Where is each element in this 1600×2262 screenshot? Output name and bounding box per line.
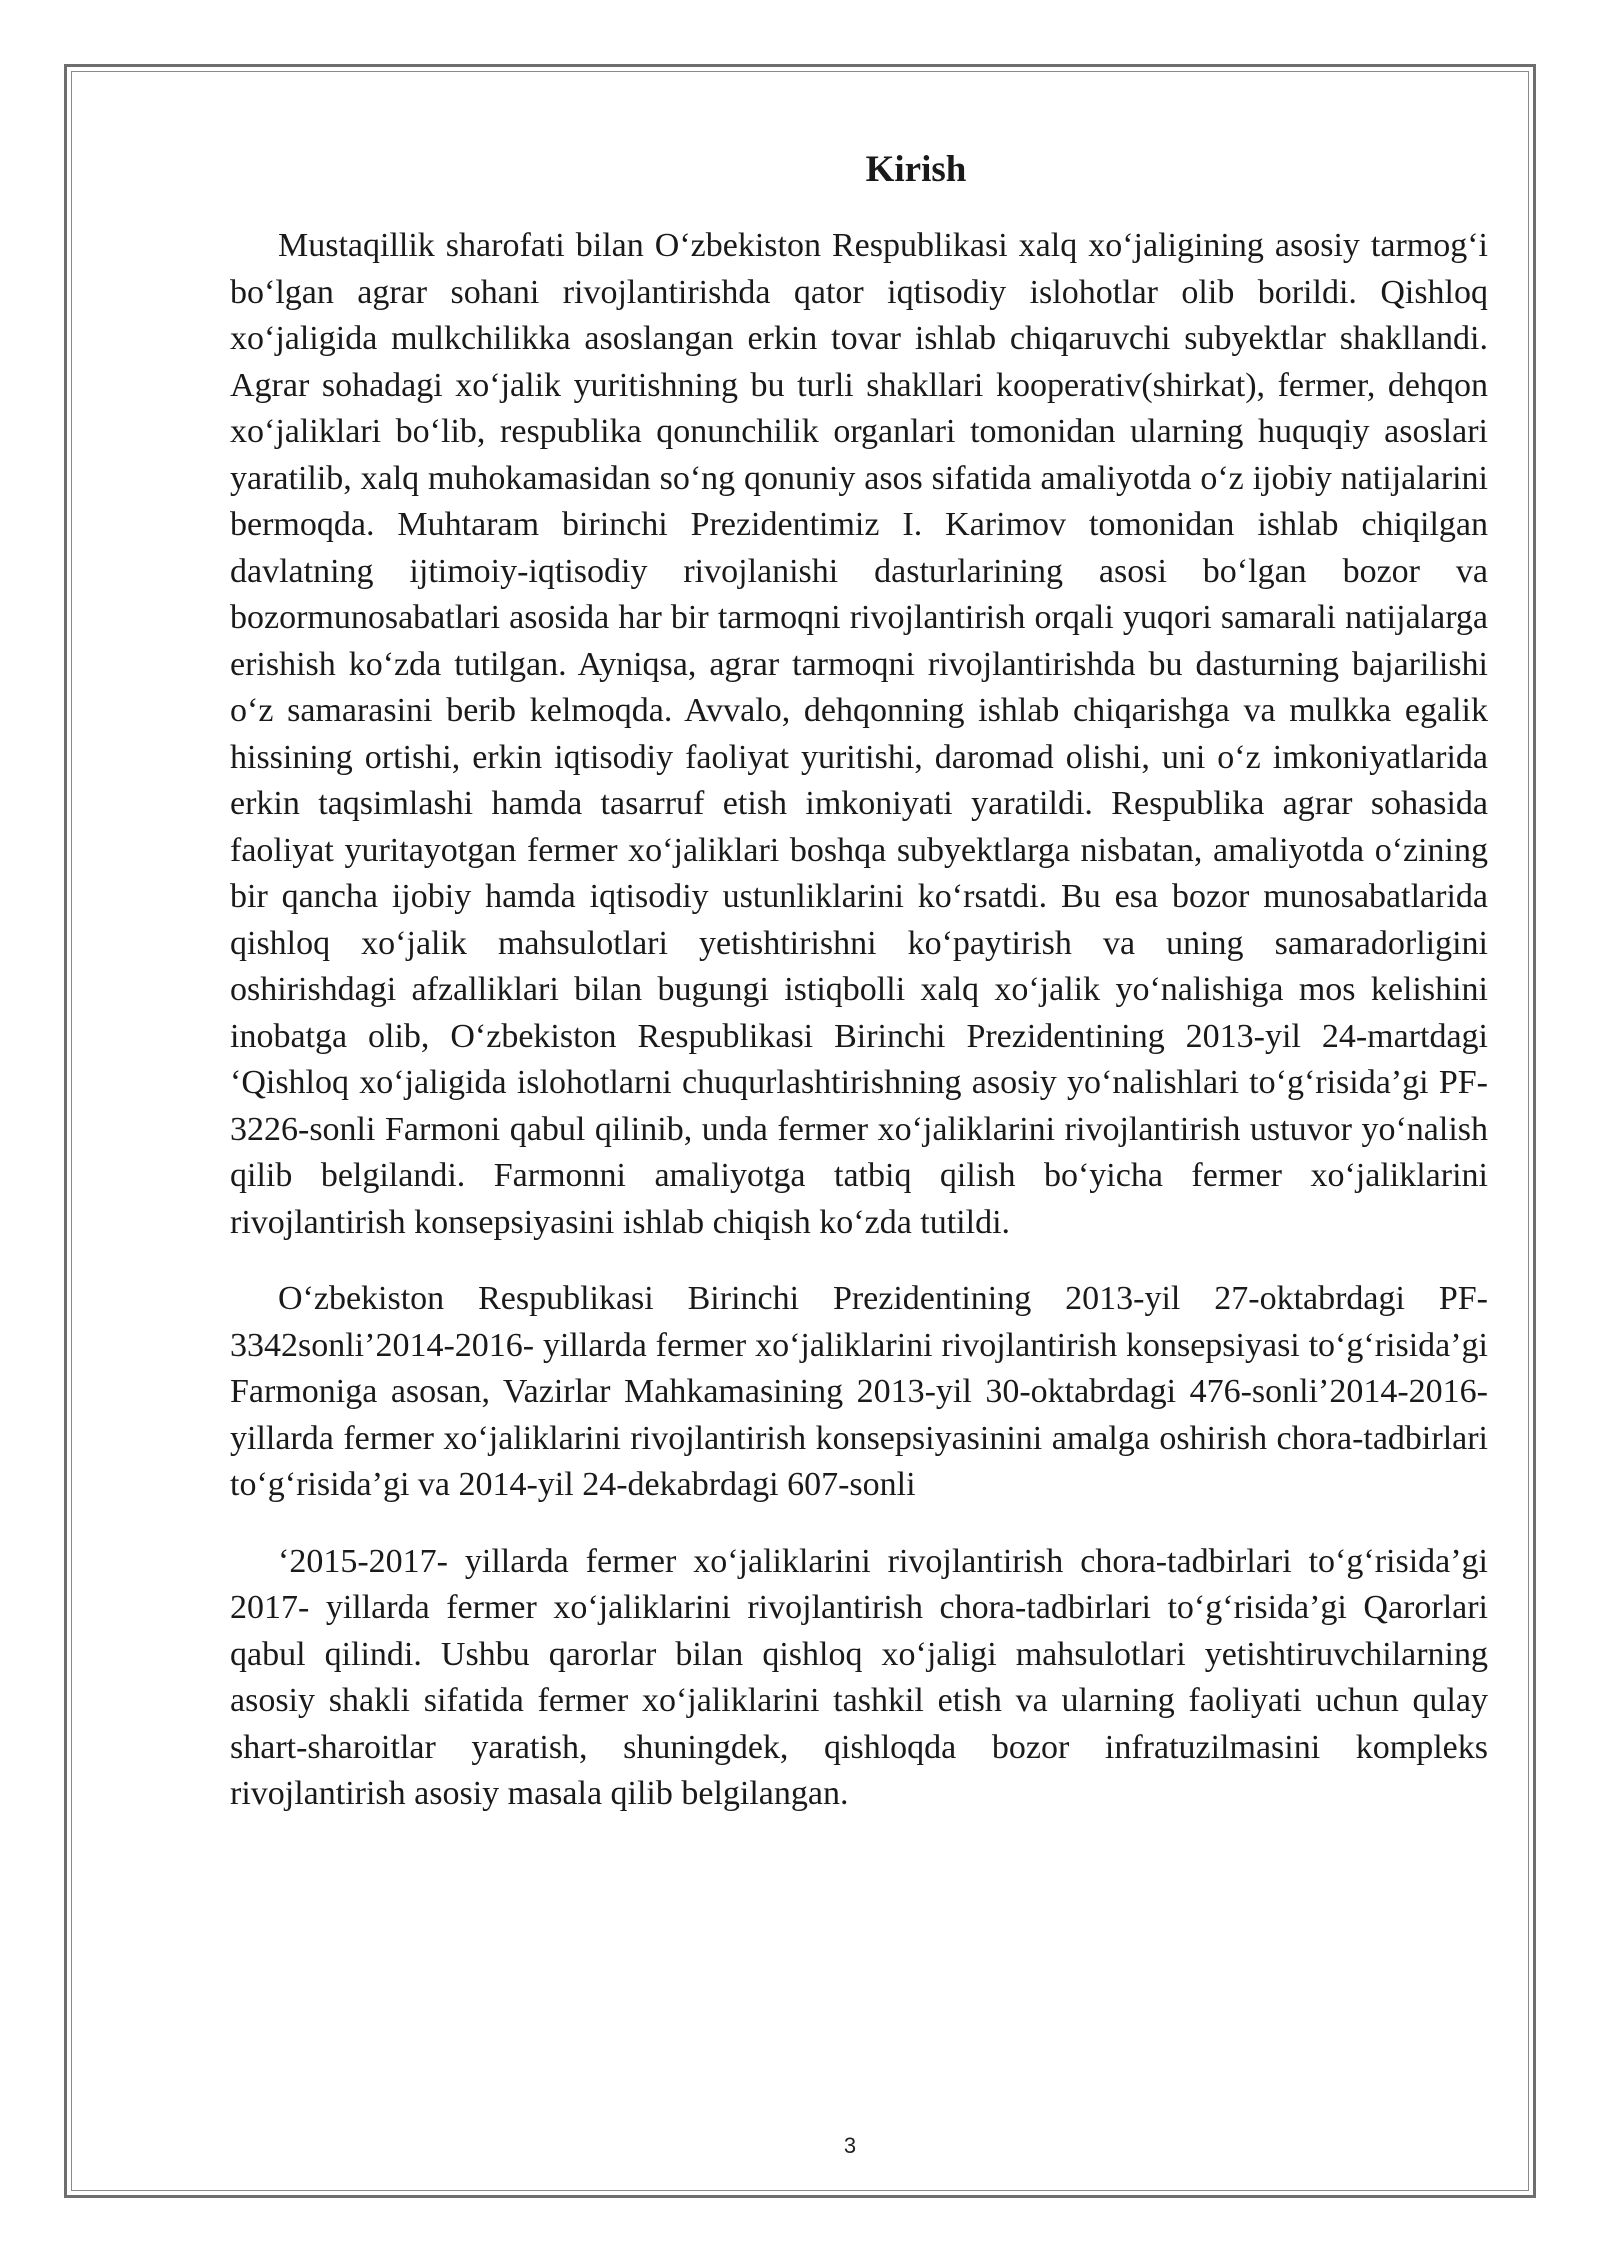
page-number: 3 (843, 2133, 857, 2158)
paragraph-3: ‘2015-2017- yillarda fermer xo‘jaliklarini rivojlantirish chora-tadbirlari to‘g‘risida’gi 2017- yillarda fermer xo‘jaliklarini rivojlantirish chora-tadbirlari to‘g‘risida’gi Qarorlari qabul qilindi. Ushbu qarorlar bilan qishloq xo‘jaligi mahsulotlari yetishtiruvchilarning asosiy shakli sifatida fermer xo‘jaliklarini tashkil etish va ularning faoliyati uchun qulay shart-sharoitlar yaratish, shuningdek, qishloqda bozor infratuzilmasini kompleks rivojlantirish asosiy masala qilib belgilangan. (230, 1542, 1488, 1812)
paragraph-1: Mustaqillik sharofati bilan O‘zbekiston Respublikasi xalq xo‘jaligining asosiy tarmog‘i bo‘lgan agrar sohani rivojlantirishda qator iqtisodiy islohotlar olib borildi. Qishloq xo‘jaligida mulkchilikka asoslangan erkin tovar ishlab chiqaruvchi subyektlar shakllandi. Agrar sohadagi xo‘jalik yuritishning bu turli shakllari kooperativ(shirkat), fermer, dehqon xo‘jaliklari bo‘lib, respublika qonunchilik organlari tomonidan ularning huquqiy asoslari yaratilib, xalq muhokamasidan so‘ng qonuniy asos sifatida amaliyotda o‘z ijobiy natijalarini bermoqda. Muhtaram birinchi Prezidentimiz I. Karimov tomonidan ishlab chiqilgan davlatning ijtimoiy-iqtisodiy rivojlanishi dasturlarining asosi bo‘lgan bozor va bozormunosabatlari asosida har bir tarmoqni rivojlantirish orqali yuqori samarali natijalarga erishish ko‘zda tutilgan. Ayniqsa, agrar tarmoqni rivojlantirishda bu dasturning bajarilishi o‘z samarasini berib kelmoqda. Avvalo, dehqonning ishlab chiqarishga va mulkka egalik hissining ortishi, erkin iqtisodiy faoliyat yuritishi, daromad olishi, uni o‘z imkoniyatlarida erkin taqsimlashi hamda tasarruf etish imkoniyati yaratildi. Respublika agrar sohasida faoliyat yuritayotgan fermer xo‘jaliklari boshqa subyektlarga nisbatan, amaliyotda o‘zining bir qancha ijobiy hamda iqtisodiy ustunliklarini ko‘rsatdi. Bu esa bozor munosabatlarida qishloq xo‘jalik mahsulotlari yetishtirishni ko‘paytirish va uning samaradorligini oshirishdagi afzalliklari bilan bugungi istiqbolli xalq xo‘jalik yo‘nalishiga mos kelishini inobatga olib, O‘zbekiston Respublikasi Birinchi Prezidentining 2013-yil 24-martdagi ‘Qishloq xo‘jaligida islohotlarni chuqurlashtirishning asosiy yo‘nalishlari to‘g‘risida’gi PF-3226-sonli Farmoni qabul qilinib, unda fermer xo‘jaliklarini rivojlantirish ustuvor yo‘nalish qilib belgilandi. Farmonni amaliyotga tatbiq qilish bo‘yicha fermer xo‘jaliklarini rivojlantirish konsepsiyasini ishlab chiqish ko‘zda tutildi. (230, 227, 1488, 1241)
paragraph-2: O‘zbekiston Respublikasi Birinchi Prezidentining 2013-yil 27-oktabrdagi PF-3342sonli’2014-2016- yillarda fermer xo‘jaliklarini rivojlantirish konsepsiyasi to‘g‘risida’gi Farmoniga asosan, Vazirlar Mahkamasining 2013-yil 30-oktabrdagi 476-sonli’2014-2016- yillarda fermer xo‘jaliklarini rivojlantirish konsepsiyasinini amalga oshirish chora-tadbirlari to‘g‘risida’gi va 2014-yil 24-dekabrdagi 607-sonli (230, 1280, 1488, 1503)
page-title: Kirish (865, 149, 967, 190)
page-content (230, 145, 1488, 1818)
